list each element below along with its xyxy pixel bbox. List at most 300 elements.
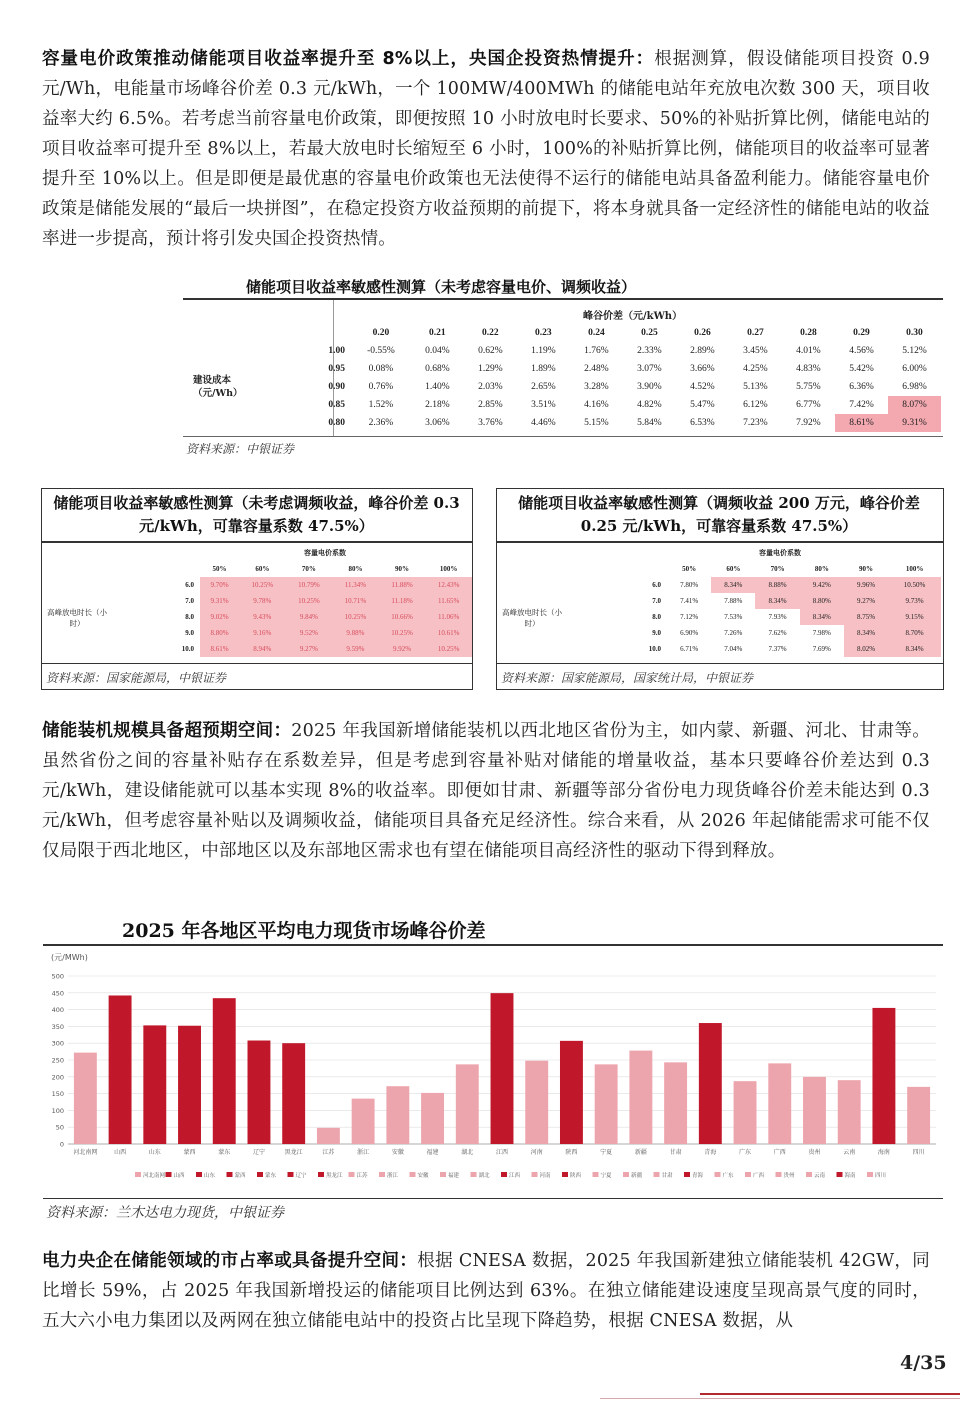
bar-11 bbox=[421, 1093, 444, 1144]
paragraph-capacity-price bbox=[42, 44, 930, 254]
legend-swatch bbox=[135, 1172, 141, 1177]
x-tick-label: 江西 bbox=[495, 1149, 509, 1156]
column-header: 0.30 bbox=[906, 328, 923, 338]
x-tick-label: 江苏 bbox=[322, 1149, 335, 1156]
table-cell: 2.03% bbox=[478, 382, 503, 392]
legend-swatch bbox=[166, 1172, 172, 1177]
column-header: 60% bbox=[255, 565, 270, 573]
y-tick-label: 50 bbox=[55, 1123, 64, 1132]
legend-label: 甘肃 bbox=[661, 1173, 673, 1179]
chart-source: 资料来源：兰木达电力现货，中银证券 bbox=[46, 1205, 284, 1221]
legend-swatch bbox=[440, 1172, 446, 1177]
table-cell: 11.18% bbox=[379, 593, 426, 609]
bar-22 bbox=[803, 1077, 826, 1144]
bar-24 bbox=[872, 1008, 895, 1144]
bar-2 bbox=[109, 995, 132, 1144]
column-header: 0.23 bbox=[535, 328, 552, 338]
x-tick-label: 青海 bbox=[704, 1149, 717, 1156]
table-row bbox=[152, 609, 472, 625]
table-cell: 9.88% bbox=[332, 625, 379, 641]
table-row bbox=[303, 414, 941, 432]
x-tick-label: 河北南网 bbox=[73, 1149, 98, 1156]
y-tick-label: 0 bbox=[59, 1140, 64, 1149]
row-header: 8.0 bbox=[652, 613, 661, 621]
legend-swatch bbox=[227, 1172, 233, 1177]
legend-swatch bbox=[562, 1172, 568, 1177]
table-cell: 10.79% bbox=[286, 577, 333, 593]
table-cell: 7.37% bbox=[768, 645, 787, 653]
legend-swatch bbox=[745, 1172, 751, 1177]
table-cell: 8.94% bbox=[239, 641, 286, 657]
table-row bbox=[152, 641, 472, 657]
table3-rule-bottom bbox=[497, 663, 943, 664]
table-cell: 9.78% bbox=[239, 593, 286, 609]
table1-title: 储能项目收益率敏感性测算（未考虑容量电价、调频收益） bbox=[246, 278, 637, 296]
table-cell: 7.26% bbox=[724, 629, 743, 637]
bar-3 bbox=[143, 1025, 166, 1144]
legend-label: 宁夏 bbox=[600, 1173, 612, 1179]
table-row bbox=[152, 577, 472, 593]
legend-label: 四川 bbox=[875, 1173, 887, 1179]
table-cell: 6.53% bbox=[690, 418, 715, 428]
paragraph-installation-scale bbox=[42, 716, 930, 866]
price-spread-bar-chart bbox=[43, 946, 943, 1198]
legend-swatch bbox=[837, 1172, 843, 1177]
column-header: 0.28 bbox=[800, 328, 817, 338]
table-cell: 8.61% bbox=[835, 414, 888, 432]
table2-col-group-label: 容量电价系数 bbox=[304, 548, 346, 557]
table-cell: 1.89% bbox=[531, 364, 556, 374]
column-header: 0.24 bbox=[588, 328, 605, 338]
table-cell: 2.33% bbox=[637, 346, 662, 356]
table-cell: 9.84% bbox=[286, 609, 333, 625]
table-cell: 1.29% bbox=[478, 364, 503, 374]
legend-swatch bbox=[715, 1172, 721, 1177]
bar-20 bbox=[734, 1081, 757, 1144]
chart-frame bbox=[43, 944, 943, 1199]
table2-rule-bottom bbox=[42, 663, 472, 664]
row-header: 9.0 bbox=[652, 629, 661, 637]
table-cell: 10.50% bbox=[888, 577, 941, 593]
legend-swatch bbox=[623, 1172, 629, 1177]
table-cell: 3.06% bbox=[425, 418, 450, 428]
table-row bbox=[152, 625, 472, 641]
legend-label: 山西 bbox=[173, 1173, 185, 1179]
bar-4 bbox=[178, 1026, 201, 1144]
footer-rule bbox=[700, 1393, 960, 1395]
table1-col-group-label: 峰谷价差（元/kWh） bbox=[583, 311, 683, 322]
column-header: 70% bbox=[770, 565, 785, 573]
legend-label: 福建 bbox=[448, 1173, 460, 1179]
y-tick-label: 300 bbox=[51, 1039, 64, 1048]
table-cell: 8.02% bbox=[844, 641, 888, 657]
legend-swatch bbox=[196, 1172, 202, 1177]
legend-label: 安徽 bbox=[417, 1173, 429, 1179]
x-tick-label: 辽宁 bbox=[252, 1149, 265, 1156]
column-header: 90% bbox=[859, 565, 874, 573]
y-tick-label: 400 bbox=[51, 1006, 64, 1015]
table3-source: 资料来源：国家能源局，国家统计局，中银证券 bbox=[501, 671, 754, 685]
table-cell: 5.13% bbox=[743, 382, 768, 392]
table2-title: 储能项目收益率敏感性测算（未考虑调频收益，峰谷价差 0.3 元/kWh，可靠容量系数 47.5%） bbox=[53, 494, 460, 535]
table-cell: 6.71% bbox=[680, 645, 699, 653]
row-header: 7.0 bbox=[652, 597, 661, 605]
bar-12 bbox=[456, 1064, 479, 1144]
table-cell: 11.06% bbox=[425, 609, 472, 625]
x-tick-label: 陕西 bbox=[565, 1149, 578, 1156]
legend-swatch bbox=[379, 1172, 385, 1177]
column-header: 0.27 bbox=[747, 328, 764, 338]
y-tick-label: 250 bbox=[51, 1056, 64, 1065]
y-axis-label: (元/MWh) bbox=[51, 953, 88, 962]
table-cell: 0.76% bbox=[368, 382, 394, 392]
table-cell: 9.31% bbox=[200, 593, 239, 609]
table-cell: 9.02% bbox=[200, 609, 239, 625]
legend-swatch bbox=[288, 1172, 294, 1177]
table-cell: 10.25% bbox=[332, 609, 379, 625]
table2-row-group-label: 高峰放电时长（小时） bbox=[47, 608, 107, 628]
row-header: 0.90 bbox=[328, 382, 345, 392]
table-cell: 10.25% bbox=[239, 577, 286, 593]
bar-8 bbox=[317, 1128, 340, 1144]
table-row bbox=[619, 641, 941, 657]
row-header: 1.00 bbox=[328, 346, 345, 356]
x-tick-label: 山西 bbox=[114, 1149, 127, 1156]
table-cell: 8.34% bbox=[711, 577, 755, 593]
table-cell: 9.27% bbox=[844, 593, 888, 609]
table-cell: 8.34% bbox=[800, 609, 844, 625]
legend-label: 河北南网 bbox=[143, 1173, 166, 1179]
table3-col-group-label: 容量电价系数 bbox=[759, 548, 801, 557]
row-header: 10.0 bbox=[648, 645, 661, 653]
table-cell: 5.12% bbox=[902, 346, 927, 356]
paragraph-heading: 电力央企在储能领域的市占率或具备提升空间： bbox=[42, 1251, 418, 1271]
table-cell: 6.98% bbox=[902, 382, 927, 392]
table-cell: 1.76% bbox=[584, 346, 609, 356]
table-cell: 10.66% bbox=[379, 609, 426, 625]
table-row bbox=[619, 625, 941, 641]
table-cell: 9.27% bbox=[286, 641, 333, 657]
legend-label: 广东 bbox=[722, 1173, 734, 1179]
legend-label: 辽宁 bbox=[295, 1173, 307, 1179]
table-cell: 7.69% bbox=[812, 645, 831, 653]
table-cell: 7.41% bbox=[680, 597, 699, 605]
table1-grid bbox=[303, 324, 941, 432]
table-cell: 1.52% bbox=[368, 400, 394, 410]
table-cell: 3.66% bbox=[690, 364, 715, 374]
x-tick-label: 浙江 bbox=[357, 1149, 370, 1156]
legend-label: 蒙西 bbox=[234, 1173, 246, 1179]
table-cell: 12.43% bbox=[425, 577, 472, 593]
column-header: 0.20 bbox=[372, 328, 390, 338]
table-cell: 2.85% bbox=[478, 400, 503, 410]
table-cell: 5.75% bbox=[796, 382, 821, 392]
table2-rule bbox=[42, 541, 472, 543]
legend-label: 陕西 bbox=[570, 1173, 582, 1179]
y-tick-label: 500 bbox=[51, 972, 64, 981]
legend-label: 黑龙江 bbox=[326, 1173, 343, 1179]
table-cell: 7.23% bbox=[743, 418, 768, 428]
table-cell: 2.18% bbox=[425, 400, 450, 410]
paragraph-body: 根据 CNESA 数据，2025 年我国新建独立储能装机 42GW，同比增长 59%，占 2025 年我国新增投运的储能项目比例达到 63%。在独立储能建设速度呈现高景气度的同时，五大六小电力集团以及两网在独立储能电站中的投资占比呈现下降趋势，根据 CNESA 数据，从 bbox=[42, 1251, 930, 1331]
table-cell: 4.52% bbox=[690, 382, 715, 392]
table-cell: -0.55% bbox=[367, 346, 395, 356]
bar-10 bbox=[386, 1086, 409, 1144]
table-cell: 10.25% bbox=[425, 641, 472, 657]
x-tick-label: 黑龙江 bbox=[284, 1149, 303, 1156]
table-cell: 4.82% bbox=[637, 400, 662, 410]
table-cell: 4.01% bbox=[796, 346, 821, 356]
bar-18 bbox=[664, 1062, 687, 1144]
y-tick-label: 150 bbox=[51, 1090, 64, 1099]
y-tick-label: 350 bbox=[51, 1022, 64, 1031]
table-cell: 7.93% bbox=[768, 613, 787, 621]
table-cell: 8.34% bbox=[888, 641, 941, 657]
column-header: 80% bbox=[348, 565, 363, 573]
table3-title: 储能项目收益率敏感性测算（调频收益 200 万元，峰谷价差 0.25 元/kWh，可靠容量系数 47.5%） bbox=[518, 494, 920, 535]
row-header: 7.0 bbox=[185, 597, 194, 605]
legend-swatch bbox=[593, 1172, 599, 1177]
table-cell: 8.80% bbox=[800, 593, 844, 609]
paragraph-body: 2025 年我国新增储能装机以西北地区省份为主，如内蒙、新疆、河北、甘肃等。虽然省份之间的容量补贴存在系数差异，但是考虑到容量补贴对储能的增量收益，基本只要峰谷价差达到 0.3 元/kWh，建设储能就可以基本实现 8%的收益率。即便如甘肃、新疆等部分省份电力现货峰谷价差未能达到 0.3 元/kWh，但考虑容量补贴以及调频收益，储能项目具备充足经济性。综合来看，从 2026 年起储能需求可能不仅仅局限于西北地区，中部地区以及东部地区需求也有望在储能项目高经济性的驱动下得到释放。 bbox=[42, 721, 930, 861]
table-cell: 8.70% bbox=[888, 625, 941, 641]
legend-label: 江西 bbox=[509, 1173, 521, 1179]
legend-swatch bbox=[806, 1172, 812, 1177]
table-row bbox=[152, 593, 472, 609]
table-row bbox=[303, 396, 941, 414]
table-corner bbox=[152, 561, 200, 577]
column-header: 100% bbox=[905, 565, 924, 573]
legend-swatch bbox=[257, 1172, 263, 1177]
table-cell: 7.98% bbox=[812, 629, 831, 637]
legend-swatch bbox=[776, 1172, 782, 1177]
row-header: 6.0 bbox=[652, 581, 661, 589]
column-header: 90% bbox=[395, 565, 410, 573]
bar-19 bbox=[699, 1023, 722, 1144]
table-cell: 8.34% bbox=[755, 593, 799, 609]
bar-13 bbox=[491, 993, 514, 1144]
table-cell: 5.15% bbox=[584, 418, 609, 428]
legend-label: 云南 bbox=[814, 1173, 826, 1179]
x-tick-label: 新疆 bbox=[634, 1149, 647, 1156]
table-cell: 1.19% bbox=[531, 346, 556, 356]
legend-swatch bbox=[471, 1172, 477, 1177]
x-tick-label: 广西 bbox=[773, 1149, 786, 1156]
x-tick-label: 河南 bbox=[530, 1149, 543, 1156]
x-tick-label: 云南 bbox=[843, 1149, 856, 1156]
column-header: 50% bbox=[212, 565, 227, 573]
x-tick-label: 福建 bbox=[426, 1149, 439, 1156]
table-cell: 3.76% bbox=[478, 418, 503, 428]
table-cell: 7.42% bbox=[849, 400, 874, 410]
footer-rule-thin bbox=[600, 1398, 960, 1399]
table-cell: 10.25% bbox=[379, 625, 426, 641]
table-cell: 7.88% bbox=[724, 597, 743, 605]
row-header: 9.0 bbox=[185, 629, 194, 637]
table-cell: 4.46% bbox=[531, 418, 556, 428]
column-header: 0.29 bbox=[853, 328, 870, 338]
page-number: 4/35 bbox=[900, 1352, 947, 1374]
table-cell: 11.34% bbox=[332, 577, 379, 593]
x-tick-label: 蒙东 bbox=[218, 1149, 231, 1156]
row-header: 0.95 bbox=[328, 364, 345, 374]
legend-label: 山东 bbox=[204, 1173, 216, 1179]
legend-swatch bbox=[349, 1172, 355, 1177]
table-cell: 9.52% bbox=[286, 625, 333, 641]
table-cell: 7.92% bbox=[796, 418, 821, 428]
bar-9 bbox=[352, 1099, 375, 1144]
table-cell: 5.84% bbox=[637, 418, 662, 428]
table-cell: 2.65% bbox=[531, 382, 556, 392]
column-header: 0.21 bbox=[429, 328, 446, 338]
legend-swatch bbox=[501, 1172, 507, 1177]
table-cell: 9.70% bbox=[200, 577, 239, 593]
table1-frame bbox=[183, 298, 943, 437]
table-cell: 4.83% bbox=[796, 364, 821, 374]
table-cell: 9.15% bbox=[888, 609, 941, 625]
table-corner bbox=[303, 324, 351, 342]
table-cell: 9.31% bbox=[888, 414, 941, 432]
table-cell: 10.61% bbox=[425, 625, 472, 641]
table-cell: 6.36% bbox=[849, 382, 874, 392]
table-cell: 4.25% bbox=[743, 364, 768, 374]
table-cell: 3.07% bbox=[637, 364, 662, 374]
bar-23 bbox=[838, 1080, 861, 1144]
column-header: 100% bbox=[439, 565, 458, 573]
table-cell: 0.62% bbox=[478, 346, 503, 356]
legend-label: 广西 bbox=[753, 1173, 765, 1179]
table-cell: 8.34% bbox=[844, 625, 888, 641]
table-cell: 9.16% bbox=[239, 625, 286, 641]
y-tick-label: 100 bbox=[51, 1106, 64, 1115]
row-header: 6.0 bbox=[185, 581, 194, 589]
chart-title: 2025 年各地区平均电力现货市场峰谷价差 bbox=[122, 920, 486, 942]
column-header: 80% bbox=[814, 565, 829, 573]
table-cell: 6.90% bbox=[680, 629, 699, 637]
table-cell: 3.51% bbox=[531, 400, 556, 410]
row-header: 0.85 bbox=[328, 400, 345, 410]
table3-rule bbox=[497, 541, 943, 543]
table-corner bbox=[619, 561, 667, 577]
legend-label: 湖北 bbox=[478, 1173, 490, 1179]
table-cell: 5.47% bbox=[690, 400, 715, 410]
row-header: 10.0 bbox=[181, 645, 194, 653]
bar-1 bbox=[74, 1053, 97, 1144]
table-cell: 0.04% bbox=[425, 346, 450, 356]
bar-17 bbox=[629, 1051, 652, 1144]
table-cell: 3.28% bbox=[584, 382, 609, 392]
legend-swatch bbox=[318, 1172, 324, 1177]
table-cell: 7.80% bbox=[680, 581, 699, 589]
x-tick-label: 甘肃 bbox=[669, 1149, 682, 1156]
legend-label: 蒙东 bbox=[265, 1173, 277, 1179]
bar-7 bbox=[282, 1043, 305, 1144]
legend-swatch bbox=[532, 1172, 538, 1177]
table-cell: 9.59% bbox=[332, 641, 379, 657]
table-cell: 10.25% bbox=[286, 593, 333, 609]
table-cell: 2.89% bbox=[690, 346, 715, 356]
bar-16 bbox=[595, 1064, 618, 1144]
table-cell: 11.65% bbox=[425, 593, 472, 609]
bar-14 bbox=[525, 1061, 548, 1144]
column-header: 0.25 bbox=[641, 328, 658, 338]
table-cell: 7.04% bbox=[724, 645, 743, 653]
table-cell: 6.12% bbox=[743, 400, 768, 410]
table-cell: 3.45% bbox=[743, 346, 768, 356]
row-header: 0.80 bbox=[328, 418, 345, 428]
table-cell: 2.48% bbox=[584, 364, 609, 374]
column-header: 60% bbox=[726, 565, 741, 573]
table-cell: 6.00% bbox=[902, 364, 927, 374]
x-tick-label: 安徽 bbox=[391, 1149, 404, 1156]
table-cell: 0.68% bbox=[425, 364, 450, 374]
column-header: 50% bbox=[682, 565, 697, 573]
table-cell: 9.43% bbox=[239, 609, 286, 625]
x-tick-label: 广东 bbox=[739, 1149, 752, 1156]
legend-swatch bbox=[867, 1172, 873, 1177]
y-tick-label: 450 bbox=[51, 989, 64, 998]
table2-grid bbox=[152, 561, 472, 657]
table2-box bbox=[41, 488, 473, 690]
paragraph-heading: 储能装机规模具备超预期空间： bbox=[42, 721, 292, 741]
bar-25 bbox=[907, 1087, 930, 1144]
legend-swatch bbox=[684, 1172, 690, 1177]
legend-swatch bbox=[654, 1172, 660, 1177]
table3-box bbox=[496, 488, 944, 690]
table-row bbox=[619, 577, 941, 593]
x-tick-label: 湖北 bbox=[461, 1149, 474, 1156]
table-cell: 4.16% bbox=[584, 400, 609, 410]
table-row bbox=[619, 593, 941, 609]
table-cell: 8.88% bbox=[755, 577, 799, 593]
legend-swatch bbox=[410, 1172, 416, 1177]
table-cell: 4.56% bbox=[849, 346, 874, 356]
table-cell: 8.80% bbox=[200, 625, 239, 641]
table-row bbox=[303, 378, 941, 396]
table-cell: 5.42% bbox=[849, 364, 874, 374]
row-header: 8.0 bbox=[185, 613, 194, 621]
table-cell: 11.88% bbox=[379, 577, 426, 593]
table-cell: 7.62% bbox=[768, 629, 787, 637]
legend-label: 新疆 bbox=[631, 1173, 643, 1179]
bar-21 bbox=[768, 1063, 791, 1144]
legend-label: 贵州 bbox=[783, 1173, 795, 1179]
y-tick-label: 200 bbox=[51, 1073, 64, 1082]
legend-label: 青海 bbox=[692, 1173, 704, 1179]
table-cell: 1.40% bbox=[425, 382, 450, 392]
table-row bbox=[619, 609, 941, 625]
legend-label: 江苏 bbox=[356, 1173, 368, 1179]
table-cell: 8.61% bbox=[200, 641, 239, 657]
table-cell: 10.71% bbox=[332, 593, 379, 609]
table-cell: 7.12% bbox=[680, 613, 699, 621]
table-cell: 9.73% bbox=[888, 593, 941, 609]
column-header: 70% bbox=[301, 565, 316, 573]
bar-15 bbox=[560, 1041, 583, 1144]
table-cell: 3.90% bbox=[637, 382, 662, 392]
column-header: 0.22 bbox=[482, 328, 499, 338]
table-cell: 8.07% bbox=[888, 396, 941, 414]
x-tick-label: 蒙西 bbox=[183, 1149, 196, 1156]
bar-6 bbox=[248, 1041, 271, 1144]
x-tick-label: 山东 bbox=[148, 1149, 161, 1156]
paragraph-heading: 容量电价政策推动储能项目收益率提升至 8%以上，央国企投资热情提升： bbox=[42, 49, 655, 69]
table-cell: 0.08% bbox=[368, 364, 394, 374]
table-row bbox=[303, 360, 941, 378]
legend-label: 河南 bbox=[539, 1173, 551, 1179]
x-tick-label: 贵州 bbox=[808, 1149, 821, 1156]
bar-5 bbox=[213, 998, 236, 1144]
